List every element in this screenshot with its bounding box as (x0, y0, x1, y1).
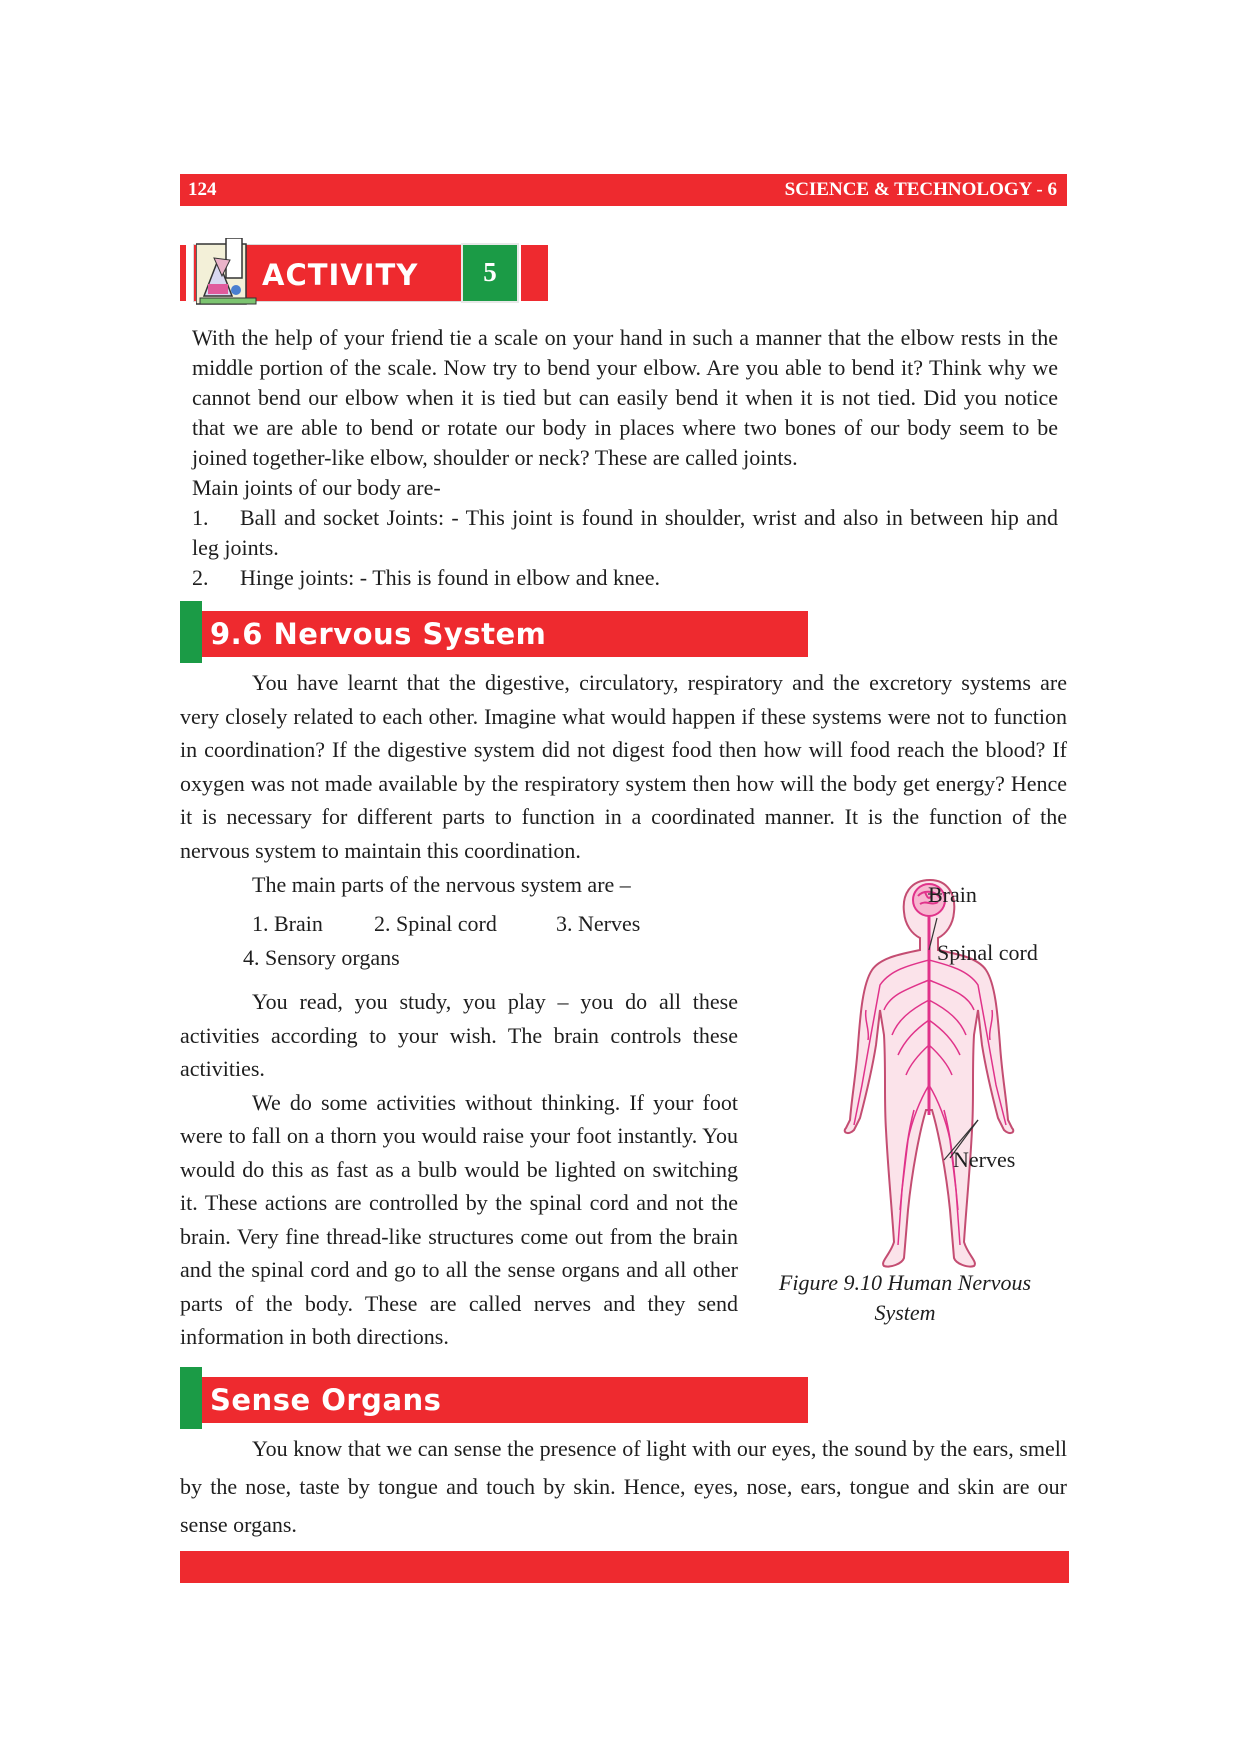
activity-label: ACTIVITY (262, 258, 419, 292)
joint-item (192, 563, 1058, 593)
activity-banner-gap (186, 245, 194, 301)
list-item: 1. Brain (252, 911, 323, 936)
sense-organs-text (180, 1430, 1067, 1544)
header-bar (180, 174, 1067, 206)
joint-item (192, 503, 1058, 563)
paragraph (180, 1086, 738, 1354)
nervous-system-intro (180, 666, 1067, 867)
main-joints-lead: Main joints of our body are- (192, 475, 441, 500)
activity-banner-end (521, 245, 548, 301)
main-parts-lead: The main parts of the nervous system are – (252, 872, 631, 897)
figure-caption (755, 1268, 1055, 1328)
nervous-system-body (180, 985, 738, 1354)
lab-flask-icon (196, 238, 260, 308)
intro-text: You have learnt that the digestive, circulatory, respiratory and the excretory systems are very closely related to each other. Imagine what would happen if these systems were not to function in coordination? If the digestive system did not digest food then how will food reach the blood? If oxygen was not made available by the respiratory system then how will the body get energy? Hence it is necessary for different parts to function in a coordinated manner. It is the function of the nervous system to maintain this coordination. (180, 670, 1067, 863)
figure-label-nerves: Nerves (953, 1147, 1016, 1172)
joint-number: 2. (192, 565, 209, 590)
joint-number: 1. (192, 505, 209, 530)
paragraph-text: We do some activities without thinking. If your foot were to fall on a thorn you would raise your foot instantly. You would do this as fast as a bulb would be lighted on switching it. These actions are controlled by the spinal cord and not the brain. Very fine thread-like structures come out from the brain and the spinal cord and go to all the sense organs and all other parts of the body. These are called nerves and they send information in both directions. (180, 1089, 738, 1349)
page-number: 124 (188, 179, 217, 200)
activity-number-box (463, 245, 517, 301)
activity-number: 5 (483, 257, 497, 287)
footer-bar (180, 1551, 1069, 1583)
paragraph-text: You know that we can sense the presence of light with our eyes, the sound by the ears, smell by the nose, taste by tongue and touch by skin. Hence, eyes, nose, ears, tongue and skin are our sense organs. (180, 1436, 1067, 1537)
figure-label-spinal-cord: Spinal cord (937, 940, 1038, 965)
caption-line: System (874, 1300, 936, 1325)
joint-text: Hinge joints: - This is found in elbow and knee. (240, 565, 660, 590)
book-title: SCIENCE & TECHNOLOGY - 6 (784, 179, 1057, 200)
activity-text (192, 323, 1058, 593)
section-title-sense-organs: Sense Organs (210, 1383, 442, 1417)
activity-paragraph: With the help of your friend tie a scale on your hand in such a manner that the elbow rests in the middle portion of the scale. Now try to bend your elbow. Are you able to bend it? Think why we cannot bend our elbow when it is tied but can easily bend it when it is not tied. Did you notice that we are able to bend or rotate our body in places where two bones of our body seem to be joined together-like elbow, shoulder or neck? These are called joints. (192, 325, 1058, 470)
list-item: 3. Nerves (556, 911, 641, 936)
human-nervous-system-figure (780, 870, 1080, 1270)
joint-text: Ball and socket Joints: - This joint is found in shoulder, wrist and also in between hip and leg joints. (192, 505, 1058, 560)
figure-label-brain: Brain (928, 882, 977, 907)
caption-line: Figure 9.10 Human Nervous (778, 1270, 1032, 1295)
section-marker (180, 1367, 202, 1429)
list-item: 4. Sensory organs (243, 945, 400, 970)
section-marker (180, 601, 202, 663)
paragraph-text: You read, you study, you play – you do all these activities according to your wish. The brain controls these activities. (180, 989, 738, 1081)
paragraph (180, 985, 738, 1086)
section-title-nervous-system: 9.6 Nervous System (210, 617, 547, 651)
list-item: 2. Spinal cord (374, 911, 497, 936)
parts-list (252, 911, 640, 937)
